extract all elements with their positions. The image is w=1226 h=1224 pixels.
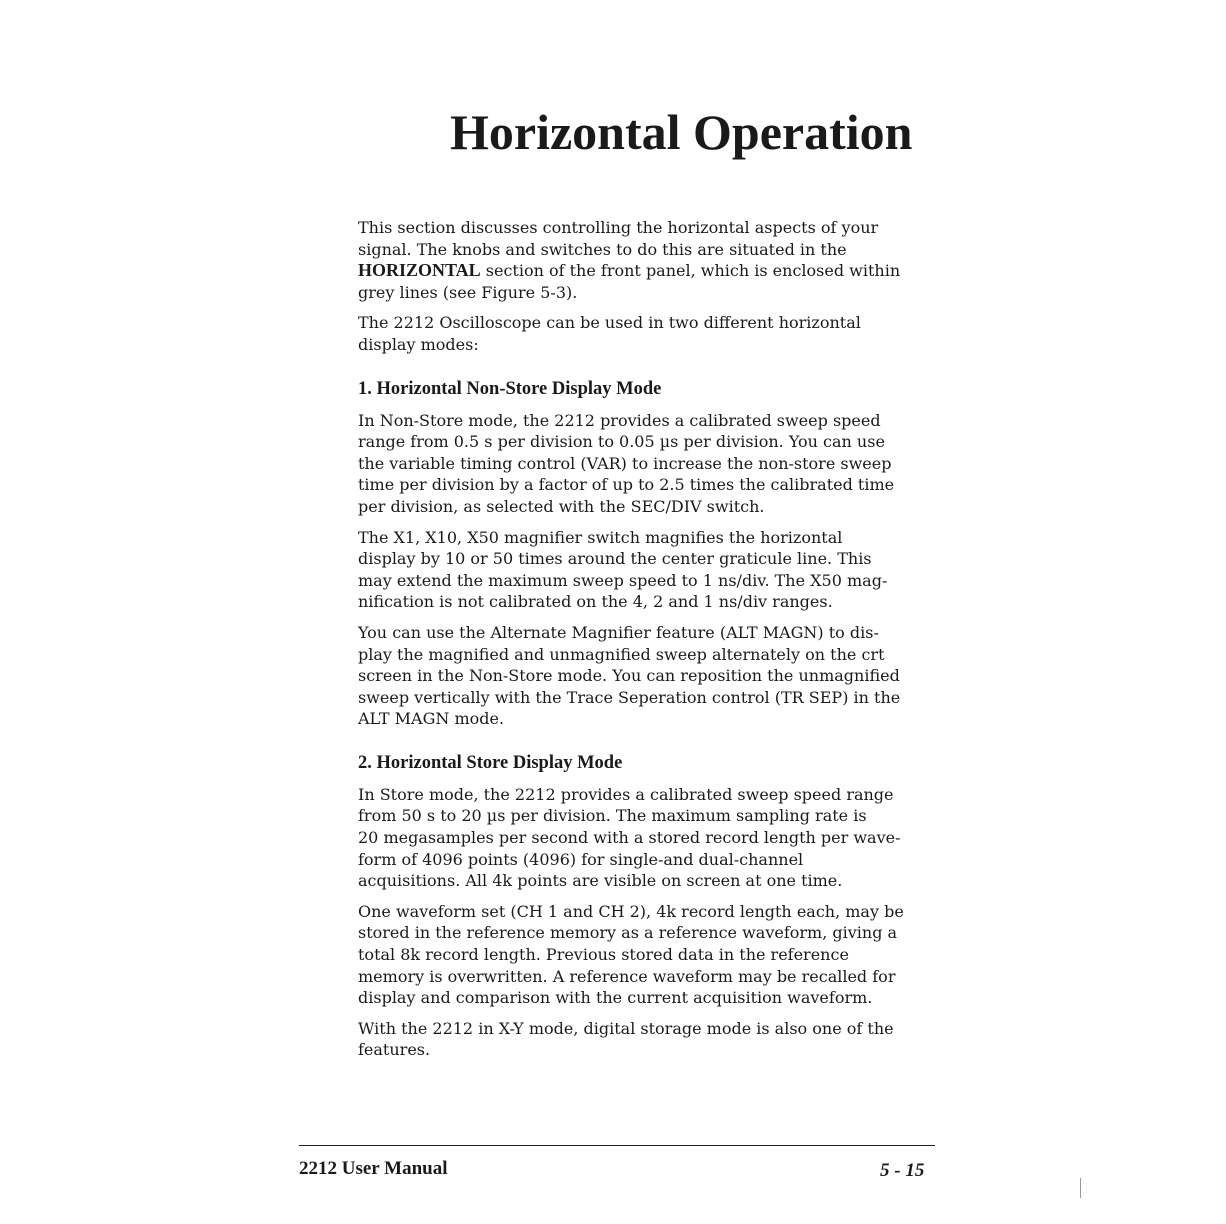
text-line: from 50 s to 20 µs per division. The maximum sampling rate is	[358, 806, 867, 826]
text-line: You can use the Alternate Magnifier feature (ALT MAGN) to dis-	[358, 622, 879, 642]
text-line	[358, 260, 938, 282]
non-store-paragraph-3	[358, 622, 938, 730]
footer-divider	[299, 1145, 935, 1146]
text-line: per division, as selected with the SEC/DIV switch.	[358, 496, 765, 516]
text-line: memory is overwritten. A reference waveform may be recalled for	[358, 966, 896, 986]
text-line: This section discusses controlling the horizontal aspects of your	[358, 218, 879, 237]
text-line: screen in the Non-Store mode. You can reposition the unmagnified	[358, 666, 900, 686]
text-line: form of 4096 points (4096) for single-and dual-channel	[358, 849, 804, 869]
non-store-paragraph-1	[358, 410, 938, 518]
text-line: play the magnified and unmagnified sweep alternately on the crt	[358, 644, 885, 664]
text-line: grey lines (see Figure 5-3).	[358, 282, 578, 302]
text-line: In Non-Store mode, the 2212 provides a calibrated sweep speed	[358, 410, 881, 430]
text-line: display and comparison with the current acquisition waveform.	[358, 988, 873, 1008]
section-heading-store: 2. Horizontal Store Display Mode	[358, 752, 623, 773]
text-line: With the 2212 in X-Y mode, digital storage mode is also one of the	[358, 1018, 894, 1038]
text-fragment: section of the front panel, which is enclosed within	[480, 261, 901, 281]
scan-artifact-mark	[1080, 1178, 1081, 1198]
store-paragraph-2	[358, 901, 938, 1009]
non-store-paragraph-2	[358, 527, 938, 613]
section-heading-non-store: 1. Horizontal Non-Store Display Mode	[358, 378, 662, 399]
text-line: 20 megasamples per second with a stored record length per wave-	[358, 828, 901, 848]
footer-page-number: 5 - 15	[880, 1160, 925, 1181]
text-line: The X1, X10, X50 magnifier switch magnifies the horizontal	[358, 527, 843, 547]
text-line: nification is not calibrated on the 4, 2 and 1 ns/div ranges.	[358, 592, 833, 612]
store-paragraph-1	[358, 784, 938, 892]
text-line: sweep vertically with the Trace Seperation control (TR SEP) in the	[358, 687, 901, 707]
text-line: The 2212 Oscilloscope can be used in two different horizontal	[358, 313, 861, 333]
text-line: the variable timing control (VAR) to increase the non-store sweep	[358, 453, 892, 473]
text-line: acquisitions. All 4k points are visible on screen at one time.	[358, 871, 843, 891]
horizontal-bold-label: HORIZONTAL	[358, 260, 481, 281]
intro-paragraph	[358, 217, 938, 303]
modes-intro-paragraph	[358, 312, 938, 355]
text-line: total 8k record length. Previous stored data in the reference	[358, 945, 849, 965]
text-line: signal. The knobs and switches to do this are situated in the	[358, 239, 847, 259]
text-line: One waveform set (CH 1 and CH 2), 4k record length each, may be	[358, 901, 904, 921]
body-text	[358, 217, 938, 1070]
store-paragraph-3	[358, 1018, 938, 1061]
text-line: stored in the reference memory as a reference waveform, giving a	[358, 923, 898, 943]
text-line: display by 10 or 50 times around the center graticule line. This	[358, 549, 872, 569]
text-line: may extend the maximum sweep speed to 1 ns/div. The X50 mag-	[358, 570, 888, 590]
text-line: time per division by a factor of up to 2.5 times the calibrated time	[358, 475, 895, 495]
text-line: range from 0.5 s per division to 0.05 µs per division. You can use	[358, 432, 885, 452]
page-title: Horizontal Operation	[450, 104, 913, 160]
text-line: display modes:	[358, 334, 479, 354]
footer-manual-title: 2212 User Manual	[299, 1158, 448, 1179]
text-line: ALT MAGN mode.	[358, 709, 505, 729]
text-line: features.	[358, 1040, 431, 1060]
text-line: In Store mode, the 2212 provides a calibrated sweep speed range	[358, 784, 894, 804]
